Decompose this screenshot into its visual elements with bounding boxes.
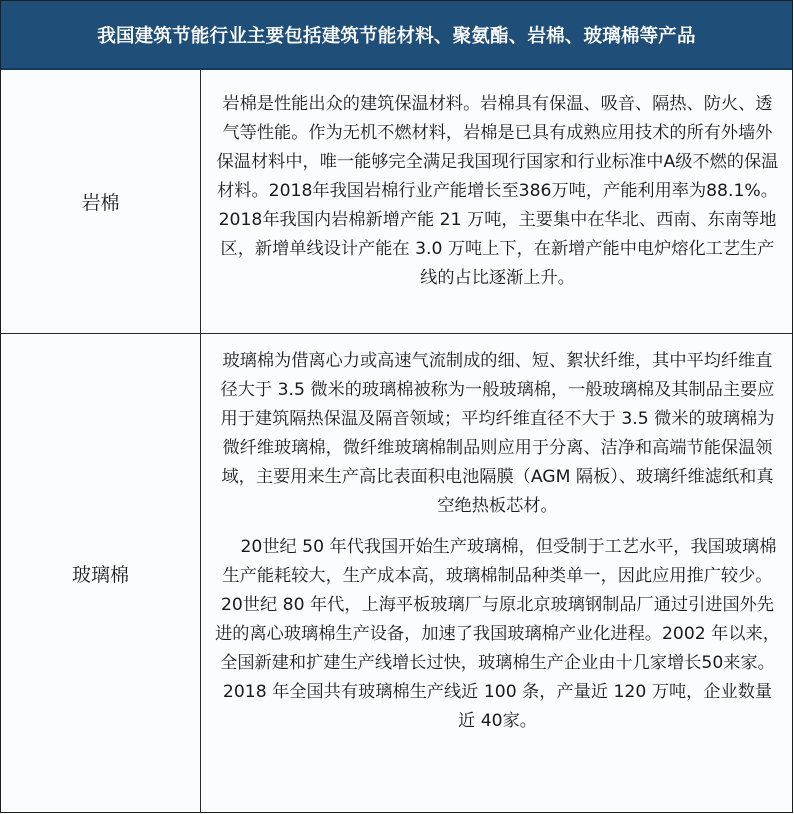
row-label-rock-wool: 岩棉: [1, 70, 201, 333]
row-content-rock-wool: [201, 70, 792, 333]
glass-wool-history: 20世纪 50 年代我国开始生产玻璃棉，但受制于工艺水平，我国玻璃棉生产能耗较大，生产成本高，玻璃棉制品种类单一，因此应用推广较少。20世纪 80 年代，上海平板玻璃厂与原北京玻璃钢制品厂通过引进国外先进的离心玻璃棉生产设备，加速了我国玻璃棉产业化进程。2002 年以来，全国新建和扩建生产线增长过快，玻璃棉生产企业由十几家增长50来家。2018 年全国共有玻璃棉生产线近 100 条，产量近 120 万吨，企业数量近 40家。: [215, 537, 780, 731]
rock-wool-description: 岩棉是性能出众的建筑保温材料。岩棉具有保温、吸音、隔热、防火、透气等性能。作为无机不燃材料，岩棉是已具有成熟应用技术的所有外墙外保温材料中，唯一能够完全满足我国现行国家和行业标准中A级不燃的保温材料。2018年我国岩棉行业产能增长至386万吨，产能利用率为88.1%。2018年我国内岩棉新增产能 21 万吨，主要集中在华北、西南、东南等地区，新增单线设计产能在 3.0 万吨上下，在新增产能中电炉熔化工艺生产线的占比逐渐上升。: [216, 94, 779, 288]
table-title: 我国建筑节能行业主要包括建筑节能材料、聚氨酯、岩棉、玻璃棉等产品: [1, 1, 792, 70]
table-row-glass-wool: [1, 334, 792, 812]
row-label-glass-wool: 玻璃棉: [1, 334, 201, 812]
table-row-rock-wool: [1, 70, 792, 334]
glass-wool-description: 玻璃棉为借离心力或高速气流制成的细、短、絮状纤维，其中平均纤维直径大于 3.5 微米的玻璃棉被称为一般玻璃棉，一般玻璃棉及其制品主要应用于建筑隔热保温及隔音领域；平均纤维直径不大于 3.5 微米的玻璃棉为微纤维玻璃棉，微纤维玻璃棉制品则应用于分离、洁净和高端节能保温领域，主要用来生产高比表面积电池隔膜（AGM 隔板）、玻璃纤维滤纸和真空绝热板芯材。: [220, 351, 775, 516]
row-content-glass-wool: [201, 334, 792, 812]
